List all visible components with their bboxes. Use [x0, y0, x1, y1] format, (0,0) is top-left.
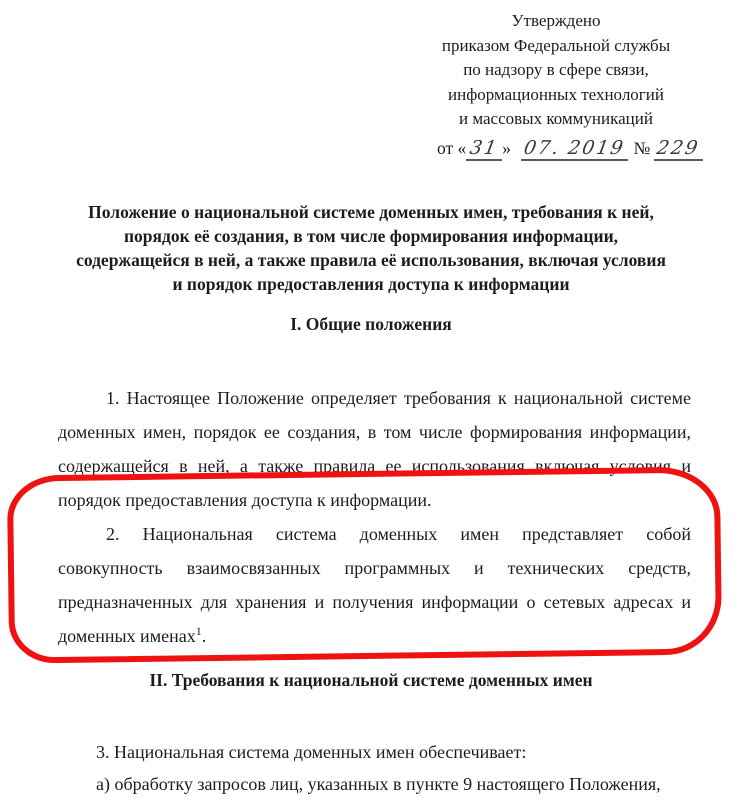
approval-line: и массовых коммуникаций [459, 109, 653, 128]
title-line: Положение о национальной системе доменных имен, требования к ней, [88, 202, 654, 222]
body-line-text: доменных именах [58, 626, 196, 646]
number-sign: № [633, 138, 651, 158]
date-line [437, 137, 703, 161]
approval-line: по надзору в сфере связи, [463, 60, 649, 79]
date-close-quote: » [502, 138, 512, 158]
approval-block [420, 9, 692, 132]
handwritten-number-value: 229 [655, 137, 702, 159]
body-line: 2. Национальная система доменных имен представляет собой [106, 524, 691, 544]
handwritten-date-field [521, 137, 628, 161]
body-line: предназначенных для хранения и получения информации о сетевых адресах и [58, 592, 691, 612]
body-line [58, 619, 691, 653]
body-line: порядок предоставления доступа к информации. [58, 490, 432, 510]
body-line: совокупность взаимосвязанных программных и технических средств, [58, 558, 691, 578]
title-line: и порядок предоставления доступа к информации [172, 274, 570, 294]
body-line: 1. Настоящее Положение определяет требования к национальной системе [106, 388, 691, 408]
handwritten-day-value: 31 [468, 137, 501, 159]
paragraph-1 [58, 381, 691, 517]
footnote-marker: 1 [195, 624, 202, 638]
approval-line: информационных технологий [448, 84, 664, 104]
handwritten-date-value: 07. 2019 [522, 137, 627, 159]
document-title [40, 200, 702, 296]
paragraph-3-intro: 3. Национальная система доменных имен обеспечивает: [96, 742, 527, 762]
section-1-heading: I. Общие положения [290, 314, 452, 334]
date-prefix: от « [437, 138, 467, 158]
title-line: порядок её создания, в том числе формирования информации, [123, 226, 619, 246]
body-text [58, 381, 691, 653]
handwritten-number-field [654, 137, 702, 161]
title-line: содержащейся в ней, а также правила её использования, включая условия [76, 250, 666, 270]
approval-line: Утверждено [511, 11, 601, 30]
paragraph-3 [58, 736, 691, 800]
paragraph-3-item-a: а) обработку запросов лиц, указанных в пункте 9 настоящего Положения, [96, 774, 661, 794]
body-line: доменных имен, порядок ее создания, в том числе формирования информации, [58, 422, 691, 442]
section-2-heading: II. Требования к национальной системе доменных имен [149, 670, 593, 690]
sentence-period: . [201, 626, 207, 646]
handwritten-day-field [466, 137, 502, 161]
paragraph-2 [58, 517, 691, 653]
approval-line: приказом Федеральной службы [441, 35, 671, 55]
body-line: содержащейся в ней, а также правила ее использования включая условия и [58, 456, 691, 476]
